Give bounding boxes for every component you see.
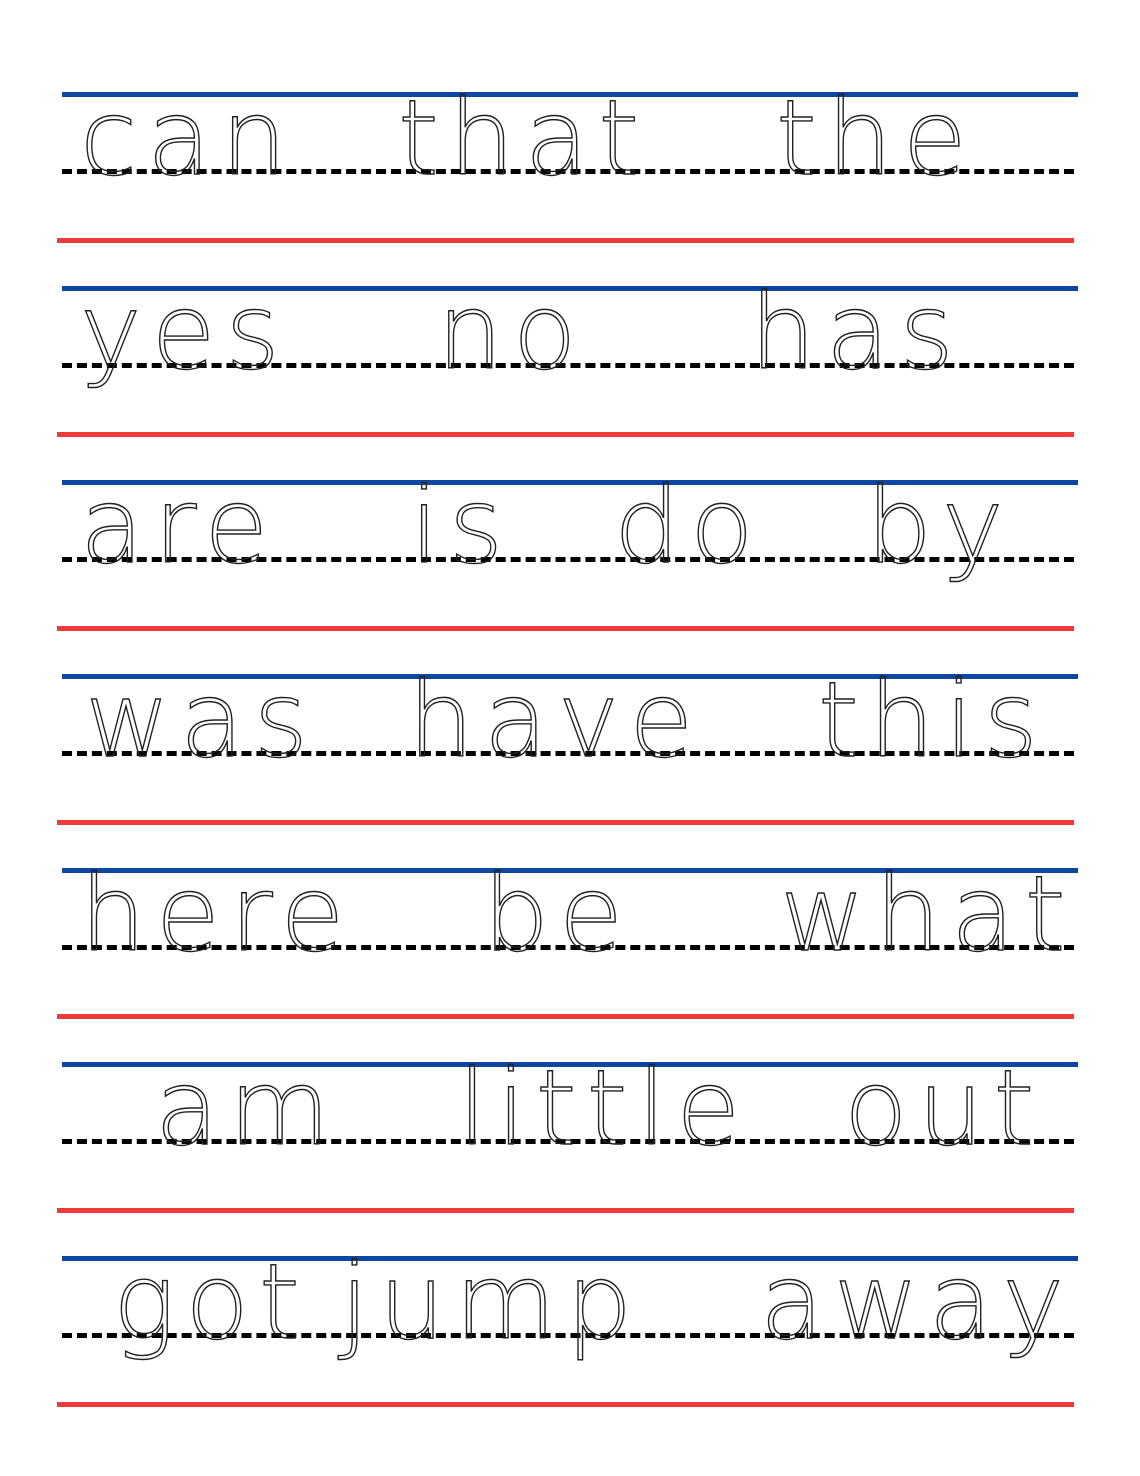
writing-row xyxy=(0,1241,1140,1450)
trace-word: here xyxy=(80,853,355,975)
trace-word: be xyxy=(483,853,633,975)
trace-word: what xyxy=(780,853,1076,975)
trace-word: do xyxy=(614,465,764,587)
trace-word: was xyxy=(85,659,318,781)
writing-row xyxy=(0,271,1140,480)
trace-word: little xyxy=(458,1047,751,1169)
trace-word: can xyxy=(80,77,297,199)
writing-row xyxy=(0,77,1140,286)
trace-word: is xyxy=(410,465,514,587)
writing-row xyxy=(0,465,1140,674)
trace-word: yes xyxy=(80,271,290,393)
trace-word: am xyxy=(155,1047,341,1169)
writing-row xyxy=(0,853,1140,1062)
trace-word: no xyxy=(437,271,587,393)
trace-word: away xyxy=(760,1241,1075,1363)
trace-word: have xyxy=(408,659,704,781)
trace-word: the xyxy=(776,77,977,199)
trace-word: by xyxy=(866,465,1014,587)
trace-word: are xyxy=(80,465,279,587)
trace-word: has xyxy=(750,271,964,393)
trace-word: this xyxy=(818,659,1048,781)
trace-word: that xyxy=(398,77,650,199)
writing-row xyxy=(0,659,1140,868)
trace-word: out xyxy=(844,1047,1045,1169)
trace-word: jump xyxy=(340,1241,643,1363)
trace-word: got xyxy=(113,1241,310,1363)
writing-row xyxy=(0,1047,1140,1256)
